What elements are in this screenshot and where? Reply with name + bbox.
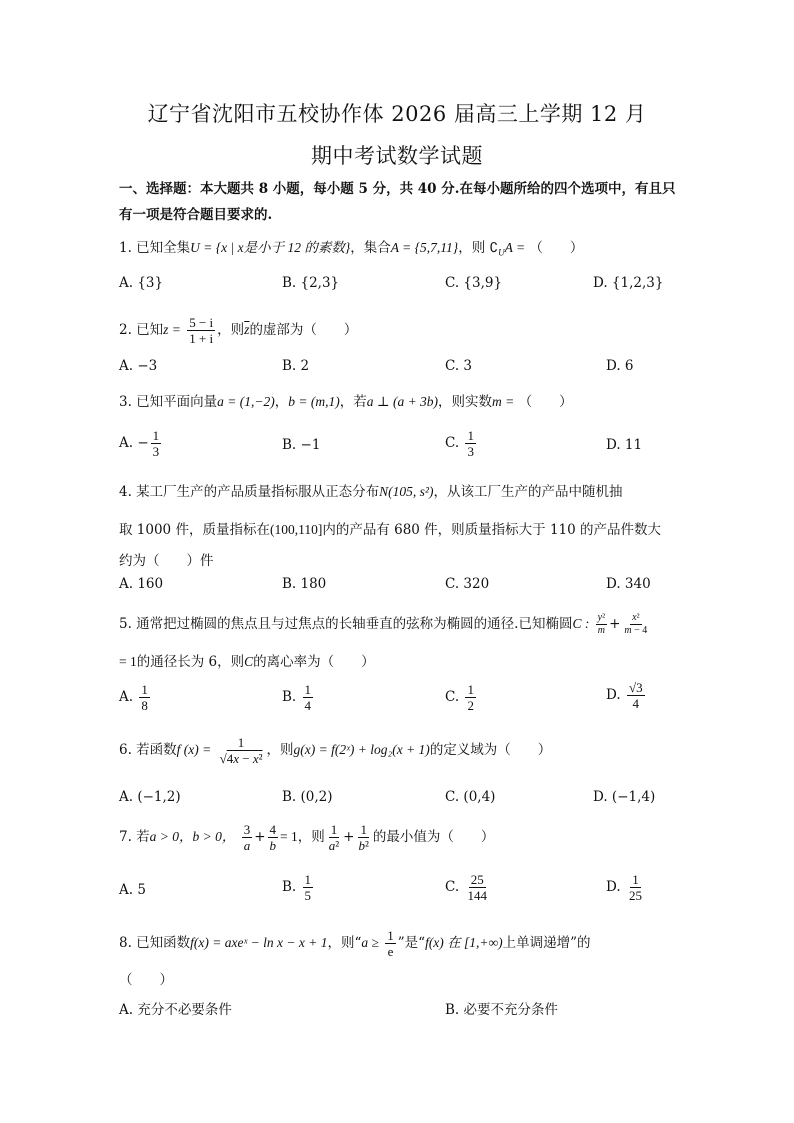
question-7: 7. 若a > 0，b > 0， $\frac{3}{a}$ + $\frac{4}{b}$ = 1，则 $\frac{1}{\text{a²}}$ + $\frac{1}{\text{b²}}$ 的最小值为（ ）	[119, 822, 495, 853]
q6-option-b: B. (0,2)	[282, 789, 333, 805]
q5-option-d: D. $\frac{√3}{4}$	[606, 680, 643, 711]
question-5-line2: = 1的通径长为 6，则C的离心率为（ ）	[119, 654, 375, 670]
q2-option-b: B. 2	[282, 358, 310, 374]
q6-option-c: C. (0,4)	[445, 789, 496, 805]
q7-option-b: B. $\frac{1}{5}$	[282, 872, 312, 903]
question-4-line1: 4. 某工厂生产的产品质量指标服从正态分布N(105, s²)，从该工厂生产的产品中随机抽	[119, 484, 623, 500]
question-4-line2: 取 1000 件，质量指标在(100,110]内的产品有 680 件，则质量指标大于 110 的产品件数大	[119, 522, 662, 538]
question-4-line3: 约为（ ）件	[119, 553, 214, 569]
q4-option-b: B. 180	[282, 576, 327, 592]
q1-option-d: D. {1,2,3}	[593, 275, 664, 291]
q2-option-d: D. 6	[606, 358, 634, 374]
q4-option-d: D. 340	[606, 576, 651, 592]
q6-option-d: D. (−1,4)	[593, 789, 656, 805]
q6-option-a: A. (−1,2)	[119, 789, 181, 805]
q5-option-b: B. $\frac{1}{4}$	[282, 682, 312, 713]
q8-option-b: B. 必要不充分条件	[445, 1002, 559, 1018]
q1-option-b: B. {2,3}	[282, 275, 340, 291]
question-3: 3. 已知平面向量a = (1,−2)，b = (m,1)，若a ⊥ (a + 3b)，则实数m = （ ）	[119, 394, 573, 410]
q5-option-c: C. $\frac{1}{2}$	[445, 682, 474, 713]
q3-option-c: C. $\frac{1}{3}$	[445, 428, 474, 459]
q1-option-a: A. {3}	[119, 275, 164, 291]
section-header: 一、选择题：本大题共 8 小题，每小题 5 分，共 40 分.在每小题所给的四个选项中，有且只有一项是符合题目要求的.	[119, 181, 676, 223]
q4-option-a: A. 160	[119, 576, 164, 592]
question-5-line1: 5. 通常把过椭圆的焦点且与过焦点的长轴垂直的弦称为椭圆的通径.已知椭圆C : $\frac{\text{y²}}{m}$ + $\frac{\text{x²}}{m - 4}$	[119, 612, 648, 636]
q2-option-a: A. −3	[119, 358, 158, 374]
q7-option-a: A. 5	[119, 882, 146, 898]
exam-subtitle: 期中考试数学试题	[311, 144, 483, 168]
q7-option-d: D. $\frac{1}{25}$	[606, 872, 642, 903]
q3-option-b: B. −1	[282, 437, 321, 453]
q7-option-c: C. $\frac{25}{144}$	[445, 872, 487, 903]
q5-option-a: A. $\frac{1}{8}$	[119, 682, 148, 713]
question-6: 6. 若函数f (x) = $\frac{1}{\text{√4x − x²}}$ ，则g(x) = f(2ˣ) + log₂(x + 1)的定义域为（ ）	[119, 735, 552, 766]
question-1: 1. 已知全集U = {x | x是小于 12 的素数}，集合A = {5,7,11}，则 $∁_UA$ = （ ）	[119, 240, 584, 258]
q3-option-a: A. − $\frac{1}{3}$	[119, 428, 160, 459]
question-8-line2: （ ）	[119, 972, 173, 988]
q2-option-c: C. 3	[445, 358, 473, 374]
exam-title: 辽宁省沈阳市五校协作体 2026 届高三上学期 12 月	[147, 102, 647, 126]
question-8: 8. 已知函数f(x) = axeˣ − ln x − x + 1，则“a ≥ $\frac{1}{e}$ ”是“f(x) 在 [1,+∞)上单调递增”的	[119, 928, 591, 959]
q4-option-c: C. 320	[445, 576, 490, 592]
q1-option-c: C. {3,9}	[445, 275, 503, 291]
question-2: 2. 已知z = $\frac{5 - i}{1 + i}$ ，则$\overline{z}$的虚部为（ ）	[119, 315, 358, 346]
q3-option-d: D. 11	[606, 437, 643, 453]
q2-fraction: $\frac{5 - i}{1 + i}$	[189, 315, 214, 346]
q8-option-a: A. 充分不必要条件	[119, 1002, 232, 1018]
